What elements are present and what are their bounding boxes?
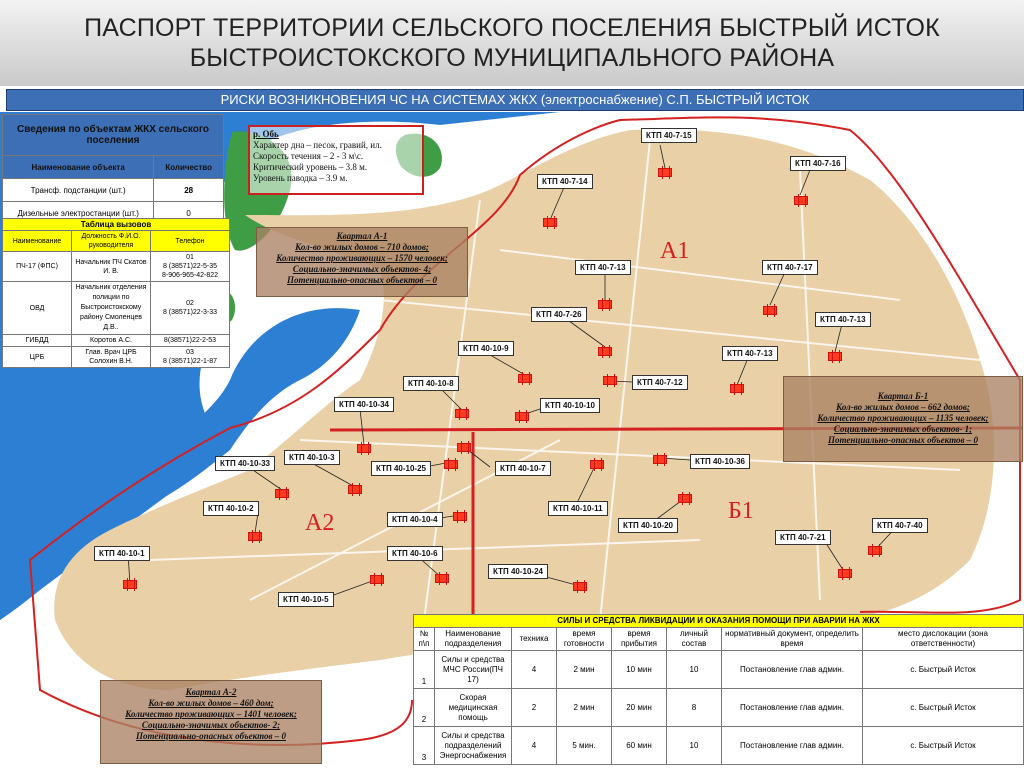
table-cell: 10 bbox=[667, 727, 722, 765]
ktp-label: КТП 40-7-13 bbox=[722, 346, 778, 361]
table-cell: Дизельные электростанции (шт.) bbox=[3, 202, 154, 225]
transformer-icon[interactable] bbox=[543, 218, 557, 227]
ktp-label: КТП 40-10-34 bbox=[334, 397, 394, 412]
kvartal-line: Потенциально-опасных объектов – 0 bbox=[828, 435, 978, 445]
ktp-label: КТП 40-7-40 bbox=[872, 518, 928, 533]
table-cell: ЦРБ bbox=[3, 347, 72, 368]
transformer-icon[interactable] bbox=[435, 574, 449, 583]
ktp-label: КТП 40-10-9 bbox=[458, 341, 514, 356]
ktp-label: КТП 40-10-1 bbox=[94, 546, 150, 561]
transformer-icon[interactable] bbox=[590, 460, 604, 469]
zone-label-a1: А1 bbox=[660, 238, 690, 264]
page-title-line2: БЫСТРОИСТОКСКОГО МУНИЦИПАЛЬНОГО РАЙОНА bbox=[189, 44, 835, 72]
table-cell: 03 8 (38571)22-1-87 bbox=[151, 347, 230, 368]
ktp-label: КТП 40-10-20 bbox=[618, 518, 678, 533]
table-row bbox=[3, 347, 230, 368]
table-cell: 0 bbox=[154, 202, 224, 225]
table-row bbox=[3, 282, 230, 335]
ktp-label: КТП 40-7-16 bbox=[790, 156, 846, 171]
table-cell: с. Быстрый Исток bbox=[863, 689, 1024, 727]
ktp-label: КТП 40-10-8 bbox=[403, 376, 459, 391]
kvartal-line: Потенциально-опасных объектов – 0 bbox=[287, 275, 437, 285]
table-cell: 2 bbox=[414, 689, 435, 727]
kvartal-a2-info bbox=[100, 680, 322, 764]
table-row bbox=[414, 651, 1024, 689]
table-cell: Скорая медицинская помощь bbox=[435, 689, 512, 727]
table-cell: 1 bbox=[414, 651, 435, 689]
zone-label-b1: Б1 bbox=[728, 498, 754, 524]
table-cell: с. Быстрый Исток bbox=[863, 727, 1024, 765]
table-cell: Начальник ПЧ Скатов И. В. bbox=[72, 252, 151, 282]
kvartal-line: Кол-во жилых домов – 710 домов; bbox=[295, 242, 429, 252]
table-cell: 2 мин bbox=[557, 651, 612, 689]
table-cell: 01 8 (38571)22-5-35 8-906-965-42-822 bbox=[151, 252, 230, 282]
zone-label-a2: А2 bbox=[305, 510, 335, 536]
table-cell: Коротов А.С. bbox=[72, 335, 151, 347]
ktp-label: КТП 40-7-21 bbox=[775, 530, 831, 545]
ktp-label: КТП 40-7-14 bbox=[537, 174, 593, 189]
kvartal-line: Кол-во жилых домов – 460 дом; bbox=[148, 698, 274, 708]
transformer-icon[interactable] bbox=[518, 374, 532, 383]
kvartal-line: Социально-значимых объектов- 1; bbox=[833, 424, 973, 434]
transformer-icon[interactable] bbox=[658, 168, 672, 177]
river-info-title: р. Обь bbox=[253, 129, 279, 139]
kvartal-line: Социально-значимых объектов- 2; bbox=[141, 720, 281, 730]
table-cell: Постановление глав админ. bbox=[722, 727, 863, 765]
ktp-label: КТП 40-7-12 bbox=[632, 375, 688, 390]
ktp-label: КТП 40-10-6 bbox=[387, 546, 443, 561]
transformer-icon[interactable] bbox=[730, 384, 744, 393]
river-info-line: Критический уровень – 3.8 м. bbox=[253, 162, 368, 172]
ktp-label: КТП 40-10-3 bbox=[284, 450, 340, 465]
table-cell: 3 bbox=[414, 727, 435, 765]
transformer-icon[interactable] bbox=[123, 580, 137, 589]
kvartal-line: Количество проживающих – 1401 человек; bbox=[125, 709, 297, 719]
kvartal-title: Квартал А-2 bbox=[185, 687, 237, 697]
table-cell: Начальник отделения полиции по Быстроистокскому району Смоленцев Д.В.. bbox=[72, 282, 151, 335]
river-info-line: Уровень паводка – 3.9 м. bbox=[253, 173, 348, 183]
river-info-line: Скорость течения – 2 - 3 м\с. bbox=[253, 151, 364, 161]
ktp-label: КТП 40-7-26 bbox=[531, 307, 587, 322]
transformer-icon[interactable] bbox=[515, 412, 529, 421]
column-header: Количество bbox=[154, 156, 224, 179]
transformer-icon[interactable] bbox=[794, 196, 808, 205]
column-header: время готовности bbox=[557, 628, 612, 651]
kvartal-b1-info bbox=[783, 376, 1023, 462]
transformer-icon[interactable] bbox=[868, 546, 882, 555]
river-info-line: Характер дна – песок, гравий, ил. bbox=[253, 140, 382, 150]
ktp-label: КТП 40-7-13 bbox=[815, 312, 871, 327]
kvartal-line: Социально-значимых объектов- 4; bbox=[292, 264, 432, 274]
transformer-icon[interactable] bbox=[678, 494, 692, 503]
table-cell: 60 мин bbox=[612, 727, 667, 765]
table-title: Таблица вызовов bbox=[3, 219, 230, 231]
table-cell: Силы и средства подразделений Энергоснабжения bbox=[435, 727, 512, 765]
table-row bbox=[414, 689, 1024, 727]
column-header: место дислокации (зона ответственности) bbox=[863, 628, 1024, 651]
page-title-line1: ПАСПОРТ ТЕРРИТОРИИ СЕЛЬСКОГО ПОСЕЛЕНИЯ БЫСТРЫЙ ИСТОК bbox=[84, 14, 940, 42]
table-cell: 5 мин. bbox=[557, 727, 612, 765]
table-cell: ГИБДД bbox=[3, 335, 72, 347]
column-header: время прибытия bbox=[612, 628, 667, 651]
table-cell: Постановление глав админ. bbox=[722, 651, 863, 689]
transformer-icon[interactable] bbox=[453, 512, 467, 521]
transformer-icon[interactable] bbox=[838, 569, 852, 578]
column-header: нормативный документ, определить время bbox=[722, 628, 863, 651]
column-header: личный состав bbox=[667, 628, 722, 651]
transformer-icon[interactable] bbox=[763, 306, 777, 315]
table-cell: 4 bbox=[512, 727, 557, 765]
ktp-label: КТП 40-10-10 bbox=[540, 398, 600, 413]
transformer-icon[interactable] bbox=[444, 460, 458, 469]
ktp-label: КТП 40-10-24 bbox=[488, 564, 548, 579]
table-cell: 4 bbox=[512, 651, 557, 689]
transformer-icon[interactable] bbox=[828, 352, 842, 361]
table-row bbox=[414, 727, 1024, 765]
ktp-label: КТП 40-10-11 bbox=[548, 501, 608, 516]
transformer-icon[interactable] bbox=[275, 489, 289, 498]
zhkh-objects-table bbox=[2, 114, 224, 225]
table-cell: ОВД bbox=[3, 282, 72, 335]
column-header: Телефон bbox=[151, 231, 230, 252]
table-cell: Силы и средства МЧС России(ПЧ 17) bbox=[435, 651, 512, 689]
table-cell: Постановление глав админ. bbox=[722, 689, 863, 727]
table-title: СИЛЫ И СРЕДСТВА ЛИКВИДАЦИИ И ОКАЗАНИЯ ПОМОЩИ ПРИ АВАРИИ НА ЖКХ bbox=[414, 615, 1024, 628]
column-header: Должность Ф.И.О. руководителя bbox=[72, 231, 151, 252]
kvartal-line: Количество проживающих – 1570 человек; bbox=[276, 253, 448, 263]
transformer-icon[interactable] bbox=[348, 485, 362, 494]
ktp-label: КТП 40-10-2 bbox=[203, 501, 259, 516]
table-cell: с. Быстрый Исток bbox=[863, 651, 1024, 689]
kvartal-line: Кол-во жилых домов – 662 домов; bbox=[836, 402, 970, 412]
river-info-box bbox=[248, 125, 424, 195]
table-cell: 2 bbox=[512, 689, 557, 727]
table-cell: 10 мин bbox=[612, 651, 667, 689]
table-row bbox=[3, 335, 230, 347]
transformer-icon[interactable] bbox=[357, 444, 371, 453]
transformer-icon[interactable] bbox=[455, 409, 469, 418]
column-header: Наименование подразделения bbox=[435, 628, 512, 651]
table-cell: Глав. Врач ЦРБ Солохин В.Н. bbox=[72, 347, 151, 368]
ktp-label: КТП 40-10-25 bbox=[371, 461, 431, 476]
transformer-icon[interactable] bbox=[248, 532, 262, 541]
table-cell: 8(38571)22-2-53 bbox=[151, 335, 230, 347]
ktp-label: КТП 40-10-33 bbox=[215, 456, 275, 471]
transformer-icon[interactable] bbox=[370, 575, 384, 584]
ktp-label: КТП 40-10-4 bbox=[387, 512, 443, 527]
transformer-icon[interactable] bbox=[653, 455, 667, 464]
ktp-label: КТП 40-7-17 bbox=[762, 260, 818, 275]
column-header: № п\п bbox=[414, 628, 435, 651]
forces-table bbox=[413, 614, 1024, 765]
table-cell: 02 8 (38571)22-3-33 bbox=[151, 282, 230, 335]
transformer-icon[interactable] bbox=[603, 376, 617, 385]
table-title: Сведения по объектам ЖКХ сельского поселения bbox=[3, 115, 224, 156]
transformer-icon[interactable] bbox=[598, 347, 612, 356]
ktp-label: КТП 40-10-5 bbox=[278, 592, 334, 607]
table-cell: ПЧ-17 (ФПС) bbox=[3, 252, 72, 282]
table-cell: 20 мин bbox=[612, 689, 667, 727]
transformer-icon[interactable] bbox=[457, 443, 471, 452]
table-cell: 2 мин bbox=[557, 689, 612, 727]
ktp-label: КТП 40-10-7 bbox=[495, 461, 551, 476]
kvartal-a1-info bbox=[256, 227, 468, 297]
calls-table bbox=[2, 218, 230, 368]
kvartal-title: Квартал А-1 bbox=[336, 231, 388, 241]
ktp-label: КТП 40-10-36 bbox=[690, 454, 750, 469]
column-header: Наименование объекта bbox=[3, 156, 154, 179]
transformer-icon[interactable] bbox=[598, 300, 612, 309]
column-header: Наименование bbox=[3, 231, 72, 252]
kvartal-line: Количество проживающих – 1135 человек; bbox=[817, 413, 989, 423]
column-header: техника bbox=[512, 628, 557, 651]
table-cell: Трансф. подстанции (шт.) bbox=[3, 179, 154, 202]
kvartal-title: Квартал Б-1 bbox=[877, 391, 929, 401]
header-banner bbox=[0, 0, 1024, 86]
ktp-label: КТП 40-7-15 bbox=[641, 128, 697, 143]
kvartal-line: Потенциально-опасных объектов – 0 bbox=[136, 731, 286, 741]
table-cell: 28 bbox=[154, 179, 224, 202]
ktp-label: КТП 40-7-13 bbox=[575, 260, 631, 275]
table-cell: 10 bbox=[667, 651, 722, 689]
table-row bbox=[3, 179, 224, 202]
section-subtitle: РИСКИ ВОЗНИКНОВЕНИЯ ЧС НА СИСТЕМАХ ЖКХ (электроснабжение) С.П. БЫСТРЫЙ ИСТОК bbox=[6, 89, 1024, 111]
transformer-icon[interactable] bbox=[573, 582, 587, 591]
table-row bbox=[3, 252, 230, 282]
table-cell: 8 bbox=[667, 689, 722, 727]
